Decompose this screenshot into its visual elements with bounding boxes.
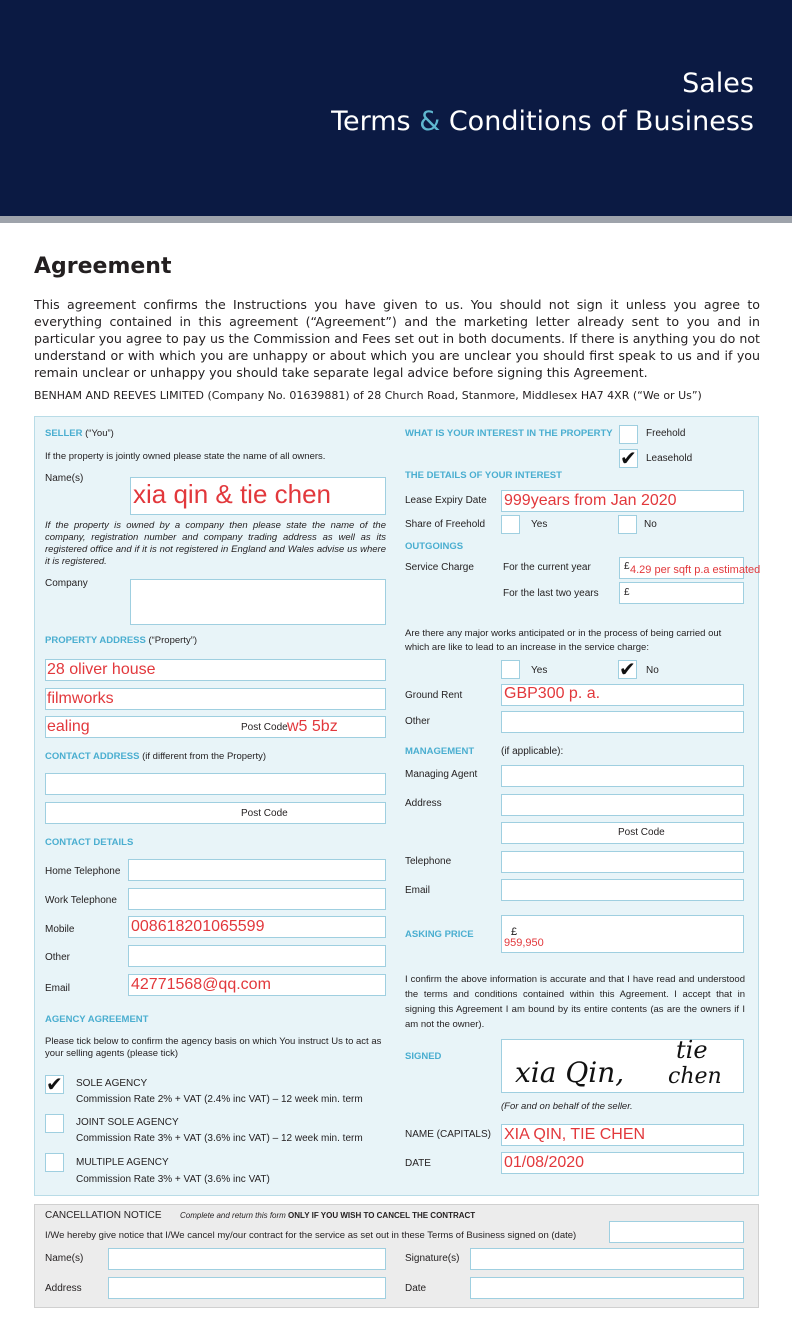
- major-works-yes-label: Yes: [531, 665, 548, 676]
- seller-heading: SELLER (“You”): [45, 428, 114, 439]
- contact-details-heading: CONTACT DETAILS: [45, 837, 134, 848]
- header-title-sales: Sales: [682, 68, 754, 99]
- share-freehold-no-checkbox[interactable]: [618, 515, 637, 534]
- other-contact-field[interactable]: [128, 945, 386, 967]
- asking-price-heading: ASKING PRICE: [405, 929, 474, 940]
- major-works-no-tick-icon: ✔: [619, 657, 636, 681]
- seller-joint-note: If the property is jointly owned please state the name of all owners.: [45, 451, 326, 462]
- details-of-interest-heading: THE DETAILS OF YOUR INTEREST: [405, 470, 562, 481]
- cancellation-signature-field[interactable]: [470, 1248, 744, 1270]
- property-address-line2-value: filmworks: [47, 690, 114, 707]
- company-line: BENHAM AND REEVES LIMITED (Company No. 01639881) of 28 Church Road, Stanmore, Middlesex HA7 4XR (“We or Us”): [34, 389, 702, 402]
- major-works-yes-checkbox[interactable]: [501, 660, 520, 679]
- date-label: DATE: [405, 1158, 431, 1169]
- agency-instruction: Please tick below to confirm the agency basis on which You instruct Us to act as your selling agents (please tick): [45, 1036, 382, 1059]
- name-capitals-label: NAME (CAPITALS): [405, 1129, 491, 1140]
- management-email-label: Email: [405, 885, 431, 896]
- property-address-line3-value: ealing: [47, 718, 90, 735]
- property-address-line1-value: 28 oliver house: [47, 661, 156, 678]
- email-label: Email: [45, 983, 71, 994]
- multiple-agency-rate: Commission Rate 3% + VAT (3.6% inc VAT): [76, 1174, 270, 1185]
- sole-agency-tick-icon: ✔: [46, 1072, 63, 1096]
- joint-sole-agency-rate: Commission Rate 3% + VAT (3.6% inc VAT) – 12 week min. term: [76, 1133, 363, 1144]
- property-postcode-label: Post Code: [241, 722, 288, 733]
- management-heading: MANAGEMENT: [405, 746, 475, 757]
- share-freehold-yes-checkbox[interactable]: [501, 515, 520, 534]
- share-freehold-label: Share of Freehold: [405, 519, 486, 530]
- management-telephone-label: Telephone: [405, 856, 452, 867]
- management-applicable-note: (if applicable):: [501, 746, 564, 757]
- work-telephone-label: Work Telephone: [45, 895, 117, 906]
- ground-rent-value: GBP300 p. a.: [504, 685, 601, 702]
- managing-agent-label: Managing Agent: [405, 769, 478, 780]
- mobile-value: 008618201065599: [131, 918, 265, 935]
- other-outgoings-label: Other: [405, 716, 431, 727]
- company-field[interactable]: [130, 579, 386, 625]
- management-email-field[interactable]: [501, 879, 744, 901]
- last-two-years-field[interactable]: [619, 582, 744, 604]
- agreement-title: Agreement: [34, 254, 172, 279]
- cancellation-heading: CANCELLATION NOTICE: [45, 1210, 162, 1221]
- other-contact-label: Other: [45, 952, 71, 963]
- cancellation-date-field[interactable]: [470, 1277, 744, 1299]
- contact-postcode-field[interactable]: [45, 802, 386, 824]
- agency-agreement-heading: AGENCY AGREEMENT: [45, 1014, 149, 1025]
- cancellation-names-field[interactable]: [108, 1248, 386, 1270]
- asking-price-value: 959,950: [504, 937, 544, 949]
- work-telephone-field[interactable]: [128, 888, 386, 910]
- management-postcode-label: Post Code: [618, 827, 665, 838]
- last-two-years-label: For the last two years: [503, 588, 599, 599]
- share-freehold-yes-label: Yes: [531, 519, 548, 530]
- cancellation-notice-text: I/We hereby give notice that I/We cancel my/our contract for the service as set out in these Terms of Business signed on (date): [45, 1230, 577, 1241]
- cancellation-subhead: Complete and return this form ONLY IF YOU WISH TO CANCEL THE CONTRACT: [180, 1211, 476, 1220]
- seller-names-label: Name(s): [45, 473, 84, 484]
- home-telephone-field[interactable]: [128, 859, 386, 881]
- multiple-agency-checkbox[interactable]: [45, 1153, 64, 1172]
- name-capitals-value: XIA QIN, TIE CHEN: [504, 1126, 646, 1143]
- cancellation-address-field[interactable]: [108, 1277, 386, 1299]
- current-year-label: For the current year: [503, 562, 591, 573]
- joint-sole-agency-checkbox[interactable]: [45, 1114, 64, 1133]
- cancellation-names-label: Name(s): [45, 1253, 84, 1264]
- service-charge-label: Service Charge: [405, 562, 474, 573]
- cancellation-address-label: Address: [45, 1283, 82, 1294]
- contact-postcode-label: Post Code: [241, 808, 288, 819]
- cancellation-signed-date-field[interactable]: [609, 1221, 744, 1243]
- other-outgoings-field[interactable]: [501, 711, 744, 733]
- sole-agency-label: SOLE AGENCY: [76, 1078, 148, 1089]
- header-divider: [0, 216, 792, 223]
- cancellation-signature-label: Signature(s): [405, 1253, 460, 1264]
- company-label: Company: [45, 578, 88, 589]
- property-address-heading: PROPERTY ADDRESS (“Property”): [45, 635, 198, 646]
- mobile-label: Mobile: [45, 924, 75, 935]
- lease-expiry-label: Lease Expiry Date: [405, 495, 487, 506]
- cancellation-date-label: Date: [405, 1283, 427, 1294]
- last-two-years-currency: £: [624, 587, 630, 598]
- leasehold-tick-icon: ✔: [620, 446, 637, 470]
- outgoings-heading: OUTGOINGS: [405, 541, 464, 552]
- sole-agency-rate: Commission Rate 2% + VAT (2.4% inc VAT) – 12 week min. term: [76, 1094, 363, 1105]
- signature-bottom: chen: [668, 1064, 722, 1089]
- email-value: 42771568@qq.com: [131, 976, 271, 993]
- management-address-field[interactable]: [501, 794, 744, 816]
- seller-names-value: xia qin & tie chen: [133, 479, 332, 509]
- signature-main: xia Qin,: [515, 1056, 625, 1089]
- multiple-agency-label: MULTIPLE AGENCY: [76, 1157, 169, 1168]
- asking-price-currency: £: [511, 926, 518, 938]
- major-works-question: Are there any major works anticipated or in the process of being carried out which are like to lead to an increase in the service charge:: [405, 628, 722, 653]
- leasehold-label: Leasehold: [646, 453, 693, 464]
- behalf-note: (For and on behalf of the seller.: [501, 1101, 633, 1112]
- current-year-value: 4.29 per sqft p.a estimated: [630, 564, 761, 576]
- interest-heading: WHAT IS YOUR INTEREST IN THE PROPERTY: [405, 428, 613, 439]
- share-freehold-no-label: No: [644, 519, 657, 530]
- home-telephone-label: Home Telephone: [45, 866, 121, 877]
- management-telephone-field[interactable]: [501, 851, 744, 873]
- agreement-intro: This agreement confirms the Instructions you have given to us. You should not sign it unless you agree to everything contained in this agreement (“Agreement”) and the marketing letter already sent to you and in particular you agree to pay us the Commission and Fees set out in both documents. If there is anything you do not understand or with which you are unhappy or about which you are unclear you should first speak to us and if you remain unclear or unhappy you should take separate legal advice before signing this Agreement.: [34, 297, 760, 380]
- management-address-label: Address: [405, 798, 442, 809]
- date-value: 01/08/2020: [504, 1154, 585, 1171]
- confirmation-text: I confirm the above information is accurate and that I have read and understood the terms and conditions contained within this Agreement. I accept that in signing this Agreement I am bound by its entire contents (as are the owners if I am not the owner).: [405, 974, 745, 1030]
- freehold-label: Freehold: [646, 428, 686, 439]
- managing-agent-field[interactable]: [501, 765, 744, 787]
- ground-rent-label: Ground Rent: [405, 690, 463, 701]
- contact-address-field[interactable]: [45, 773, 386, 795]
- property-postcode-value: w5 5bz: [287, 718, 338, 735]
- major-works-no-label: No: [646, 665, 659, 676]
- lease-expiry-value: 999years from Jan 2020: [504, 492, 677, 509]
- contact-address-heading: CONTACT ADDRESS (if different from the Property): [45, 751, 267, 762]
- current-year-currency: £: [624, 561, 630, 572]
- seller-company-note: If the property is owned by a company then please state the name of the company, registration number and company trading address as well as its registered office and if it is not registered in England and Wales advise us where it is registered.: [45, 520, 386, 567]
- joint-sole-agency-label: JOINT SOLE AGENCY: [76, 1117, 179, 1128]
- header-title-terms: Terms & Conditions of Business: [331, 106, 754, 137]
- signature-top: tie: [676, 1036, 708, 1064]
- signed-heading: SIGNED: [405, 1051, 442, 1062]
- freehold-checkbox[interactable]: [619, 425, 638, 444]
